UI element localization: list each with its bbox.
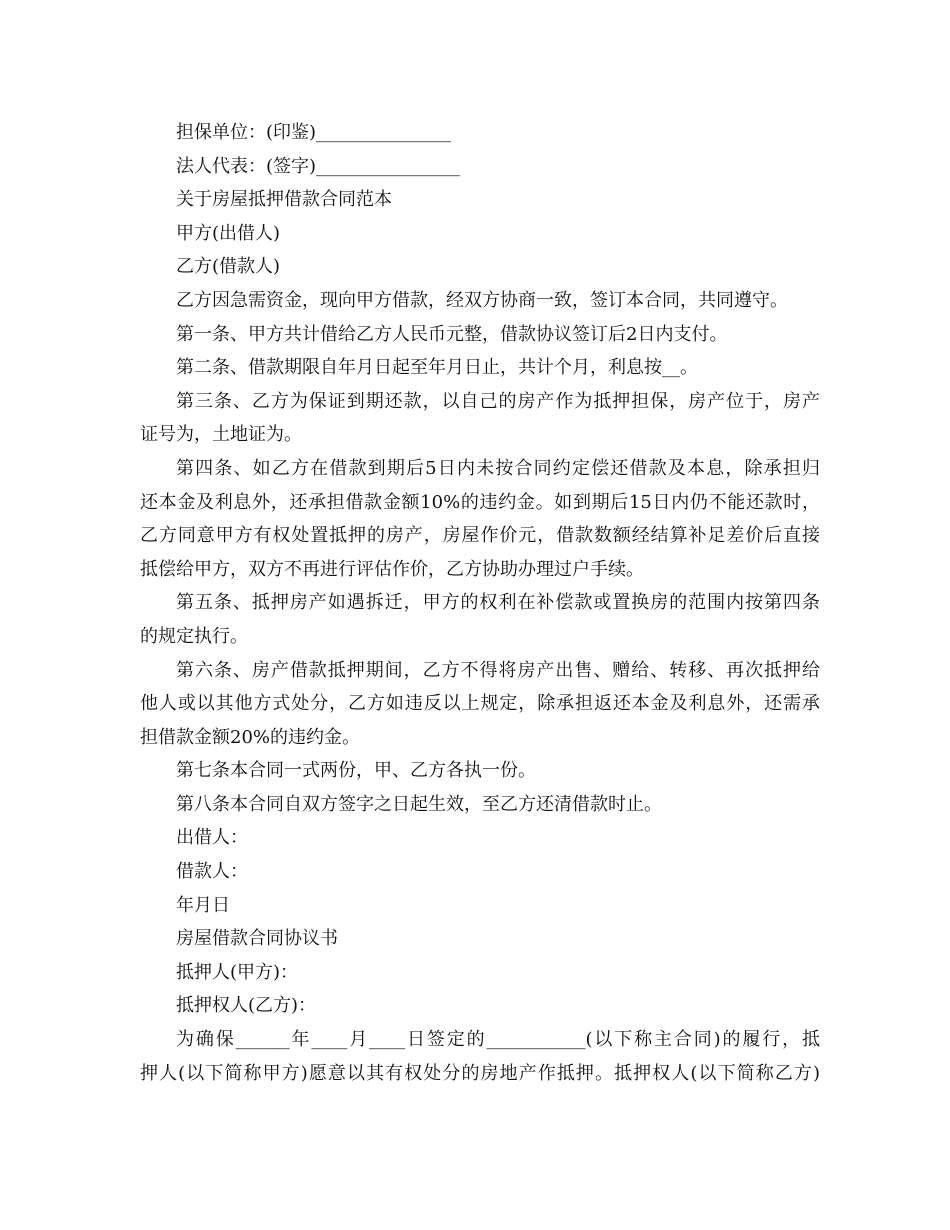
article-4-line-2: 还本金及利息外，还承担借款金额10%的违约金。如到期后15日内仍不能还款时， bbox=[140, 491, 820, 513]
document-title-1: 关于房屋抵押借款合同范本 bbox=[176, 189, 392, 211]
article-6-line-1: 第六条、房产借款抵押期间，乙方不得将房产出售、赠给、转移、再次抵押给 bbox=[176, 659, 820, 681]
article-3-line-2: 证号为，土地证为。 bbox=[140, 424, 302, 446]
article-7: 第七条本合同一式两份，甲、乙方各执一份。 bbox=[176, 760, 536, 782]
article-3-line-1: 第三条、乙方为保证到期还款，以自己的房产作为抵押担保，房产位于，房产 bbox=[176, 390, 820, 412]
lender-signature: 出借人： bbox=[176, 827, 248, 849]
document-title-2: 房屋借款合同协议书 bbox=[176, 928, 338, 950]
document-body bbox=[140, 116, 820, 1090]
legal-rep-signature-line: 法人代表：(签字)________________ bbox=[176, 155, 461, 177]
party-a-lender: 甲方(出借人) bbox=[176, 222, 281, 244]
article-4-line-4: 抵偿给甲方，双方不再进行评估作价，乙方协助办理过户手续。 bbox=[140, 558, 644, 580]
mortgage-clause-line-2: 押人(以下简称甲方)愿意以其有权处分的房地产作抵押。抵押权人(以下简称乙方) bbox=[140, 1062, 820, 1084]
article-6-line-3: 担借款金额20%的违约金。 bbox=[140, 726, 361, 748]
mortgage-clause-line-1: 为确保______年____月____日签定的___________(以下称主合同)的履行，抵 bbox=[176, 1029, 820, 1051]
article-6-line-2: 他人或以其他方式处分，乙方如违反以上规定，除承担返还本金及利息外，还需承 bbox=[140, 693, 820, 715]
guarantor-seal-line: 担保单位：(印鉴)_______________ bbox=[176, 122, 452, 143]
borrower-signature: 借款人： bbox=[176, 861, 248, 883]
article-4-line-1: 第四条、如乙方在借款到期后5日内未按合同约定偿还借款及本息，除承担归 bbox=[176, 457, 820, 479]
paragraph-preamble: 乙方因急需资金，现向甲方借款，经双方协商一致，签订本合同，共同遵守。 bbox=[176, 289, 788, 311]
mortgagee-party-b: 抵押权人(乙方)： bbox=[176, 995, 317, 1017]
article-5-line-2: 的规定执行。 bbox=[140, 625, 248, 647]
signature-date: 年月日 bbox=[176, 894, 230, 916]
article-4-line-3: 乙方同意甲方有权处置抵押的房产，房屋作价元，借款数额经结算补足差价后直接 bbox=[140, 525, 820, 547]
article-5-line-1: 第五条、抵押房产如遇拆迁，甲方的权利在补偿款或置换房的范围内按第四条 bbox=[176, 592, 820, 614]
article-2: 第二条、借款期限自年月日起至年月日止，共计个月，利息按__。 bbox=[176, 357, 698, 379]
mortgagor-party-a: 抵押人(甲方)： bbox=[176, 961, 299, 983]
article-8: 第八条本合同自双方签字之日起生效，至乙方还清借款时止。 bbox=[176, 793, 662, 815]
article-1: 第一条、甲方共计借给乙方人民币元整，借款协议签订后2日内支付。 bbox=[176, 323, 728, 345]
party-b-borrower: 乙方(借款人) bbox=[176, 256, 281, 278]
